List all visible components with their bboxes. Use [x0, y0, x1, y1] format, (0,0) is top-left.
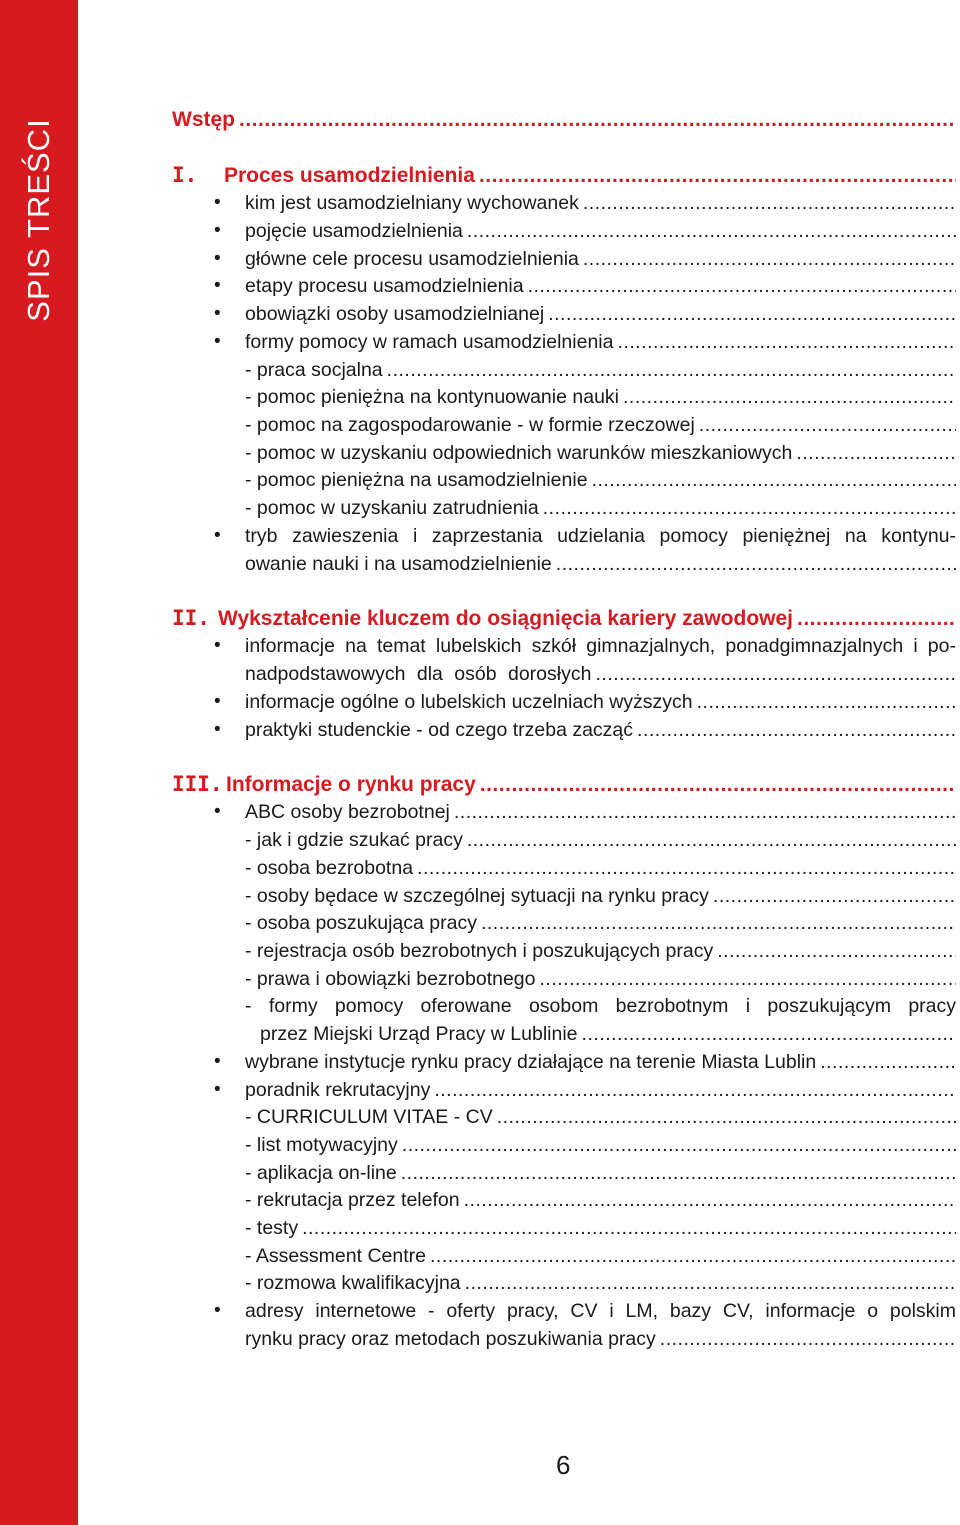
dot-leader [497, 1103, 956, 1131]
dot-leader [480, 771, 956, 799]
toc-subitem-label: - pomoc pieniężna na usamodzielnienie [245, 469, 588, 491]
bullet-icon: • [214, 1051, 221, 1072]
section-title: Wykształcenie kluczem do osiągnięcia kariery zawodowej [218, 607, 794, 630]
toc-item-label: formy pomocy w ramach usamodzielnienia [245, 331, 614, 353]
dot-leader [481, 909, 956, 937]
toc-item-label-line1: tryb zawieszenia i zaprzestania udzielania pomocy pieniężnej na kontynu- [245, 525, 956, 547]
toc-subitem-label-line2: przez Miejski Urząd Pracy w Lublinie [260, 1023, 578, 1045]
dot-leader [467, 826, 956, 854]
side-title: SPIS TREŚCI [21, 118, 56, 322]
toc-subitem[interactable] [172, 1242, 956, 1270]
toc-subitem-label: - testy [245, 1217, 299, 1239]
toc-item[interactable] [172, 245, 956, 273]
toc-subitem[interactable] [172, 1269, 956, 1297]
toc-item-label-line1: adresy internetowe - oferty pracy, CV i LM, bazy CV, informacje o polskim [245, 1300, 956, 1322]
toc-item[interactable] [172, 1076, 956, 1104]
toc-intro[interactable] [172, 106, 956, 134]
section-title: Informacje o rynku pracy [226, 773, 476, 796]
toc-subitem[interactable] [172, 826, 956, 854]
toc-subitem[interactable] [172, 411, 956, 439]
dot-leader [417, 854, 956, 882]
dot-leader [454, 798, 956, 826]
toc-subitem-label: - praca socjalna [245, 359, 383, 381]
toc-item[interactable] [172, 1048, 956, 1076]
toc-item-continuation[interactable] [172, 1325, 956, 1353]
toc-item-label: praktyki studenckie - od czego trzeba zacząć [245, 719, 634, 741]
toc-subitem-label: - rekrutacja przez telefon [245, 1189, 460, 1211]
bullet-icon: • [214, 248, 221, 269]
toc-item-label: poradnik rekrutacyjny [245, 1079, 431, 1101]
dot-leader [540, 965, 956, 993]
toc-item-continuation[interactable] [172, 660, 956, 688]
toc-item-multiline[interactable] [172, 632, 956, 660]
toc-item[interactable] [172, 716, 956, 744]
toc-subitem[interactable] [172, 1214, 956, 1242]
dot-leader [796, 439, 956, 467]
bullet-icon: • [214, 801, 221, 822]
toc-item[interactable] [172, 189, 956, 217]
toc-subitem-label: - pomoc pieniężna na kontynuowanie nauki [245, 386, 619, 408]
toc-intro-label: Wstęp [172, 108, 235, 131]
dot-leader [302, 1214, 956, 1242]
toc-item-label-line1: informacje na temat lubelskich szkół gimnazjalnych, ponadgimnazjalnych i po- [245, 635, 956, 657]
bullet-icon: • [214, 220, 221, 241]
toc-item-multiline[interactable] [172, 522, 956, 550]
bullet-icon: • [214, 1300, 221, 1321]
toc-subitem-label: - CURRICULUM VITAE - CV [245, 1106, 493, 1128]
toc-subitem[interactable] [172, 1131, 956, 1159]
toc-section-2[interactable] [172, 604, 956, 632]
toc-item-label: ABC osoby bezrobotnej [245, 801, 450, 823]
bullet-icon: • [214, 331, 221, 352]
section-title: Proces usamodzielnienia [224, 164, 475, 187]
section-number: II. [172, 606, 210, 630]
bullet-icon: • [214, 192, 221, 213]
toc-item-label: pojęcie usamodzielnienia [245, 220, 463, 242]
toc-subitem[interactable] [172, 854, 956, 882]
page-number: 6 [556, 1450, 571, 1480]
dot-leader [699, 411, 956, 439]
dot-leader [583, 189, 956, 217]
toc-item[interactable] [172, 300, 956, 328]
dot-leader [582, 1020, 956, 1048]
dot-leader [467, 217, 956, 245]
toc-subitem[interactable] [172, 494, 956, 522]
toc-subitem-label: - list motywacyjny [245, 1134, 398, 1156]
dot-leader [528, 272, 956, 300]
bullet-icon: • [214, 525, 221, 546]
toc-subitem[interactable] [172, 1103, 956, 1131]
toc-item[interactable] [172, 328, 956, 356]
toc-item[interactable] [172, 217, 956, 245]
toc-item-multiline[interactable] [172, 1297, 956, 1325]
toc-item-label: obowiązki osoby usamodzielnianej [245, 303, 545, 325]
section-number: III. [172, 772, 223, 796]
toc-subitem-label: - osoby będace w szczególnej sytuacji na rynku pracy [245, 885, 709, 907]
bullet-icon: • [214, 691, 221, 712]
toc-section-3[interactable] [172, 770, 956, 798]
dot-leader [717, 937, 956, 965]
toc-item-label: główne cele procesu usamodzielnienia [245, 248, 579, 270]
toc-item-label: wybrane instytucje rynku pracy działające na terenie Miasta Lublin [245, 1051, 817, 1073]
dot-leader [387, 356, 956, 384]
dot-leader [820, 1048, 956, 1076]
dot-leader [402, 1131, 956, 1159]
toc-item-continuation[interactable] [172, 550, 956, 578]
toc-subitem-continuation[interactable] [172, 1020, 956, 1048]
dot-leader [660, 1325, 956, 1353]
toc-item[interactable] [172, 272, 956, 300]
dot-leader [797, 605, 956, 633]
toc-item-label: informacje ogólne o lubelskich uczelniach wyższych [245, 691, 693, 713]
dot-leader [479, 162, 956, 190]
toc-subitem[interactable] [172, 356, 956, 384]
bullet-icon: • [214, 303, 221, 324]
toc-subitem[interactable] [172, 383, 956, 411]
toc-item-label: etapy procesu usamodzielnienia [245, 275, 524, 297]
toc-subitem-label: - pomoc w uzyskaniu odpowiednich warunków mieszkaniowych [245, 442, 793, 464]
toc-item-label-line2: rynku pracy oraz metodach poszukiwania pracy [245, 1328, 656, 1350]
toc-subitem[interactable] [172, 466, 956, 494]
toc-item-label-line2: nadpodstawowych dla osób dorosłych [245, 663, 592, 685]
toc-subitem-label: - rozmowa kwalifikacyjna [245, 1272, 461, 1294]
toc-subitem-label: - aplikacja on-line [245, 1162, 397, 1184]
toc-subitem-label: - osoba bezrobotna [245, 857, 414, 879]
toc-item-label: kim jest usamodzielniany wychowanek [245, 192, 579, 214]
toc-subitem[interactable] [172, 1159, 956, 1187]
dot-leader [548, 300, 956, 328]
toc-subitem-multiline[interactable] [172, 992, 956, 1020]
dot-leader [430, 1242, 956, 1270]
toc-subitem[interactable] [172, 1186, 956, 1214]
dot-leader [713, 882, 956, 910]
toc-subitem-label: - Assessment Centre [245, 1245, 426, 1267]
dot-leader [401, 1159, 956, 1187]
dot-leader [543, 494, 956, 522]
dot-leader [592, 466, 956, 494]
dot-leader [434, 1076, 956, 1104]
side-band [0, 0, 78, 1525]
dot-leader [623, 383, 956, 411]
toc-subitem-label: - osoba poszukująca pracy [245, 912, 477, 934]
toc-subitem-label: - jak i gdzie szukać pracy [245, 829, 463, 851]
toc-item[interactable] [172, 688, 956, 716]
bullet-icon: • [214, 635, 221, 656]
dot-leader [583, 245, 956, 273]
dot-leader [595, 660, 956, 688]
section-number: I. [172, 163, 198, 187]
dot-leader [697, 688, 956, 716]
toc-subitem-label-line1: - formy pomocy oferowane osobom bezrobotnym i poszukującym pracy [245, 995, 956, 1017]
dot-leader [465, 1269, 956, 1297]
dot-leader [556, 550, 956, 578]
toc-section-1[interactable] [172, 161, 956, 189]
toc-subitem-label: - prawa i obowiązki bezrobotnego [245, 968, 536, 990]
toc-item[interactable] [172, 798, 956, 826]
toc-subitem[interactable] [172, 909, 956, 937]
dot-leader [464, 1186, 956, 1214]
toc-subitem[interactable] [172, 965, 956, 993]
dot-leader [617, 328, 956, 356]
bullet-icon: • [214, 275, 221, 296]
toc-subitem[interactable] [172, 937, 956, 965]
dot-leader [637, 716, 956, 744]
toc-subitem-label: - pomoc w uzyskaniu zatrudnienia [245, 497, 539, 519]
bullet-icon: • [214, 1079, 221, 1100]
toc-subitem[interactable] [172, 439, 956, 467]
toc-subitem-label: - rejestracja osób bezrobotnych i poszukujących pracy [245, 940, 714, 962]
dot-leader [239, 106, 956, 134]
toc-item-label-line2: owanie nauki i na usamodzielnienie [245, 553, 552, 575]
toc-subitem-label: - pomoc na zagospodarowanie - w formie rzeczowej [245, 414, 695, 436]
bullet-icon: • [214, 719, 221, 740]
toc-subitem[interactable] [172, 882, 956, 910]
